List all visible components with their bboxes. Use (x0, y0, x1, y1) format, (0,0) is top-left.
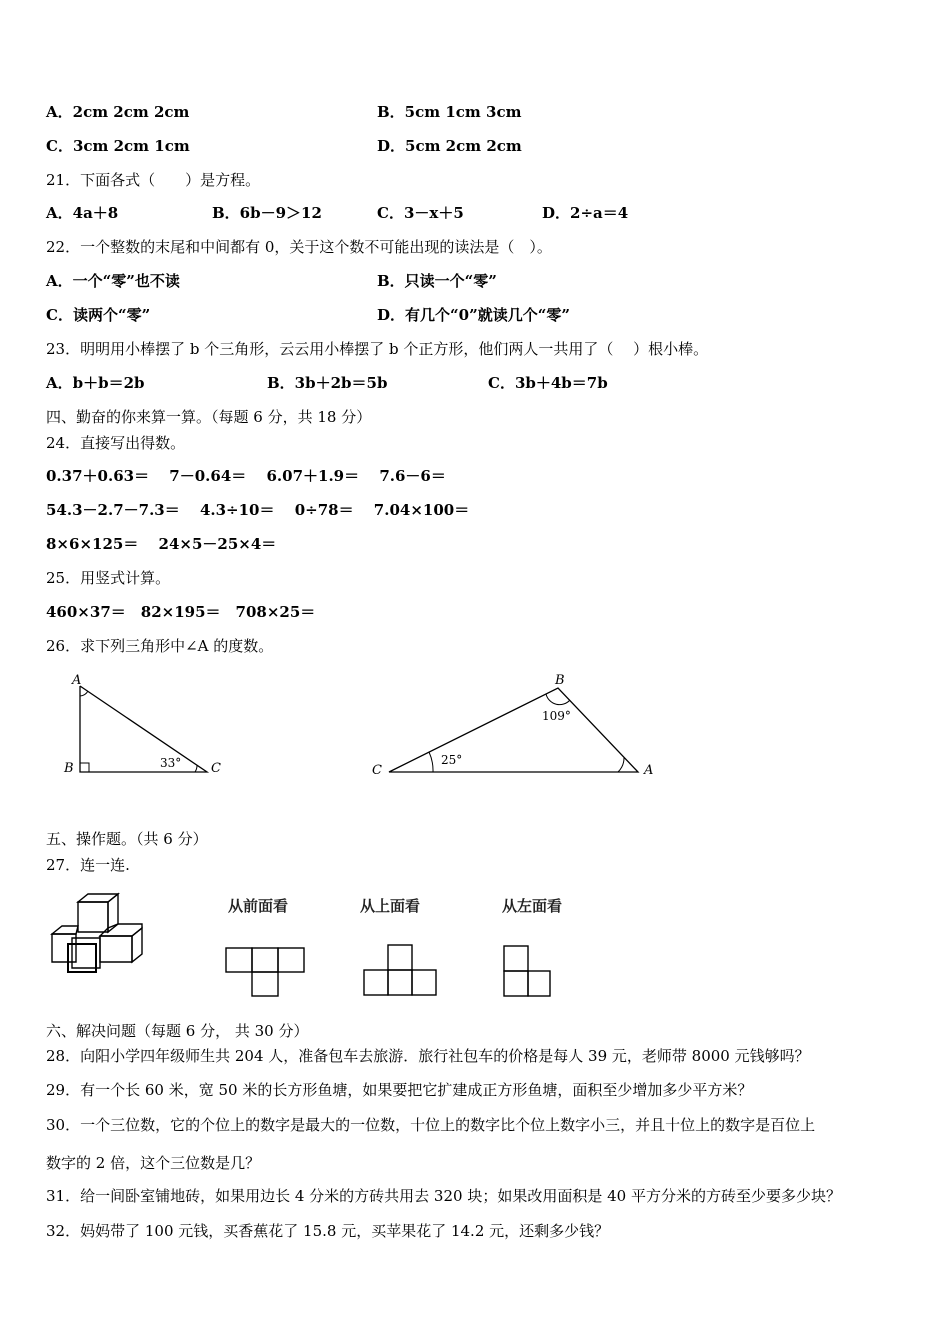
vertex-c-label: C (211, 761, 221, 776)
q21-option-b: B．6b－9＞12 (212, 204, 322, 222)
vertex-b-label: B (555, 673, 565, 688)
q25-row: 460×37＝ 82×195＝ 708×25＝ (46, 603, 316, 621)
q20-option-c: C．3cm 2cm 1cm (46, 137, 190, 155)
triangle-1-edges (80, 686, 207, 772)
q22-option-a: A．一个“零”也不读 (46, 272, 180, 290)
q29: 29．有一个长 60 米，宽 50 米的长方形鱼塘，如果要把它扩建成正方形鱼塘，面积至少增加多少平方米？ (46, 1081, 753, 1099)
vertex-a-label: A (644, 763, 654, 778)
triangle-2-figure (365, 668, 665, 780)
front-view-shape (220, 940, 330, 1002)
vertex-b-label: B (64, 761, 74, 776)
angle-c-arc (429, 752, 433, 772)
q20-option-b: B．5cm 1cm 3cm (377, 103, 522, 121)
q30-line-1: 30．一个三位数，它的个位上的数字是最大的一位数，十位上的数字比个位上数字小三，并且十位上的数字是百位上 (46, 1116, 816, 1134)
q22-option-c: C．读两个“零” (46, 306, 151, 324)
q23-stem: 23．明明用小棒摆了 b 个三角形，云云用小棒摆了 b 个正方形，他们两人一共用了（ ）根小棒。 (46, 340, 709, 358)
q32: 32．妈妈带了 100 元钱，买香蕉花了 15.8 元，买苹果花了 14.2 元，还剩多少钱？ (46, 1222, 610, 1240)
q26-stem: 26．求下列三角形中∠A 的度数。 (46, 637, 274, 655)
q24-row-1: 0.37＋0.63＝ 7－0.64＝ 6.07＋1.9＝ 7.6－6＝ (46, 467, 446, 485)
q24-stem: 24．直接写出得数。 (46, 434, 186, 452)
triangle-2-edges (389, 688, 638, 772)
q27-stem: 27．连一连. (46, 856, 130, 874)
q23-option-a: A．b＋b＝2b (46, 374, 145, 392)
q21-stem: 21．下面各式（ ）是方程。 (46, 171, 261, 189)
angle-c-arc (195, 765, 197, 772)
triangle-1-figure (55, 668, 235, 780)
view-top-label: 从上面看 (360, 897, 421, 915)
angle-a-arc (80, 691, 88, 696)
angle-a-arc (618, 757, 624, 772)
q31: 31．给一间卧室铺地砖，如果用边长 4 分米的方砖共用去 320 块；如果改用面积是 40 平方分米的方砖至少要多少块？ (46, 1187, 841, 1205)
right-angle-mark (80, 763, 89, 772)
q30-line-2: 数字的 2 倍，这个三位数是几？ (46, 1154, 261, 1172)
view-left-label: 从左面看 (502, 897, 563, 915)
q21-option-a: A．4a＋8 (46, 204, 119, 222)
vertex-c-label: C (372, 763, 382, 778)
q25-stem: 25．用竖式计算。 (46, 569, 171, 587)
angle-c-value: 33° (160, 756, 182, 770)
angle-c-value: 25° (441, 753, 463, 767)
q21-option-c: C．3－x＋5 (377, 204, 464, 222)
view-front-label: 从前面看 (228, 897, 289, 915)
left-view-shape (498, 940, 558, 1002)
vertex-a-label: A (72, 673, 82, 688)
section5-title: 五、操作题。（共 6 分） (46, 830, 208, 848)
q22-option-b: B．只读一个“零” (377, 272, 497, 290)
q23-option-c: C．3b＋4b＝7b (488, 374, 608, 392)
angle-b-value: 109° (542, 709, 571, 723)
q28: 28．向阳小学四年级师生共 204 人，准备包车去旅游．旅行社包车的价格是每人 39 元，老师带 8000 元钱够吗？ (46, 1047, 810, 1065)
q20-option-d: D．5cm 2cm 2cm (377, 137, 522, 155)
q23-option-b: B．3b＋2b＝5b (267, 374, 388, 392)
q20-option-a: A．2cm 2cm 2cm (46, 103, 190, 121)
section4-title: 四、勤奋的你来算一算。（每题 6 分，共 18 分） (46, 408, 372, 426)
q22-stem: 22．一个整数的末尾和中间都有 0，关于这个数不可能出现的读法是（ ）。 (46, 238, 552, 256)
top-view-shape (358, 940, 448, 1002)
q21-option-d: D．2÷a＝4 (542, 204, 629, 222)
q24-row-2: 54.3－2.7－7.3＝ 4.3÷10＝ 0÷78＝ 7.04×100＝ (46, 501, 470, 519)
angle-b-arc (546, 694, 570, 705)
cube-stack-figure (48, 888, 158, 976)
q24-row-3: 8×6×125＝ 24×5－25×4＝ (46, 535, 277, 553)
q22-option-d: D．有几个“0”就读几个“零” (377, 306, 570, 324)
section6-title: 六、解决问题（每题 6 分， 共 30 分） (46, 1022, 309, 1040)
